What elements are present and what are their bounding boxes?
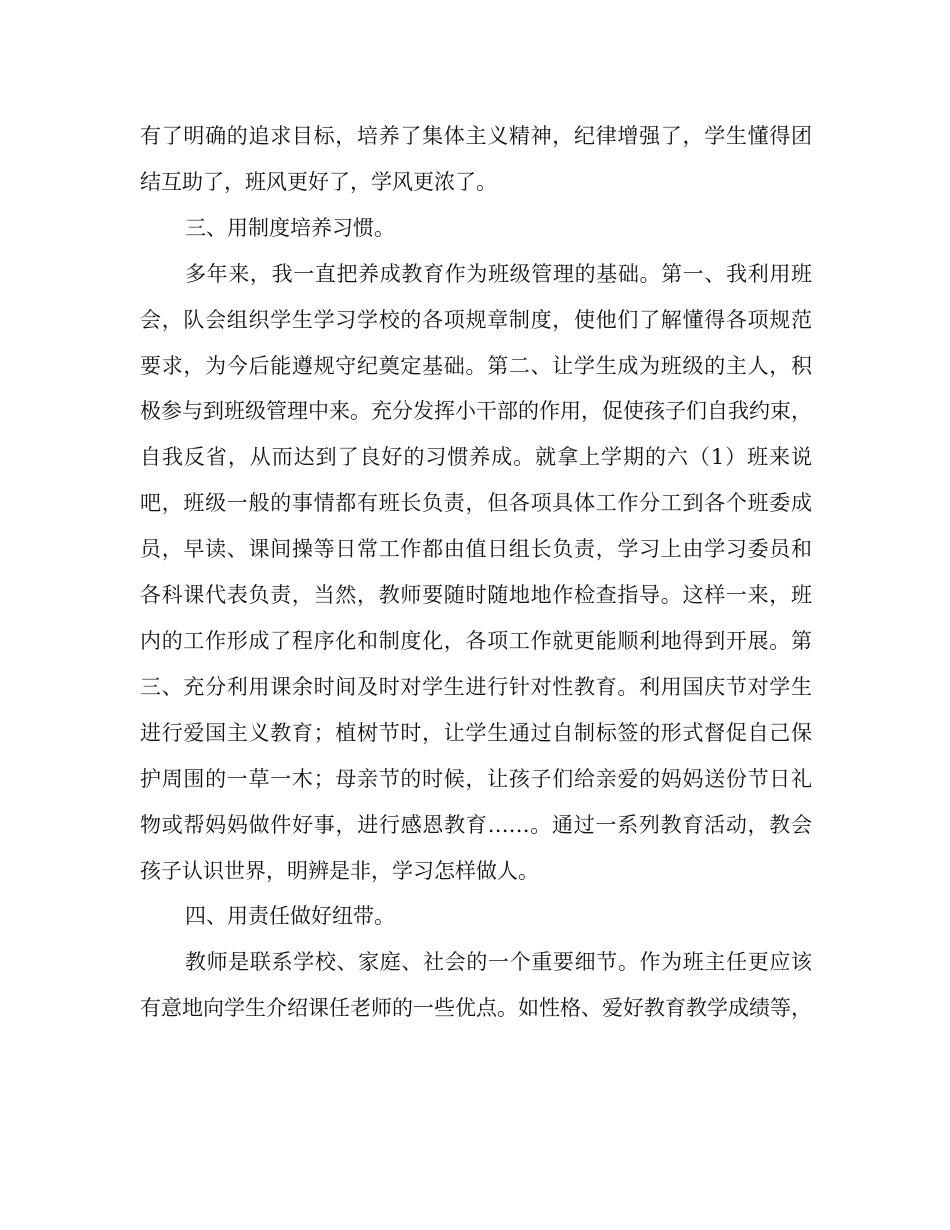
text-line: 护周围的一草一木；母亲节的时候，让孩子们给亲爱的妈妈送份节日礼	[140, 766, 812, 791]
text-line: 进行爱国主义教育；植树节时，让学生通过自制标签的形式督促自己保	[140, 720, 812, 745]
text-line: 各科课代表负责，当然，教师要随时随地地作检查指导。这样一来，班	[140, 583, 812, 608]
text-line: 吧，班级一般的事情都有班长负责，但各项具体工作分工到各个班委成	[140, 491, 812, 516]
text-line: 自我反省，从而达到了良好的习惯养成。就拿上学期的六（1）班来说	[140, 445, 812, 470]
text-line: 有意地向学生介绍课任老师的一些优点。如性格、爱好教育教学成绩等，	[140, 996, 812, 1021]
paragraph	[140, 114, 812, 206]
text-line: 要求，为今后能遵规守纪奠定基础。第二、让学生成为班级的主人，积	[140, 353, 812, 378]
section-heading-text: 四、用责任做好纽带。	[185, 904, 395, 929]
text-line: 员，早读、课间操等日常工作都由值日组长负责，学习上由学习委员和	[140, 537, 812, 562]
text-line: 多年来，我一直把养成教育作为班级管理的基础。第一、我利用班	[185, 261, 812, 286]
document-body	[140, 114, 812, 1032]
text-line: 结互助了，班风更好了，学风更浓了。	[140, 169, 497, 194]
text-line: 极参与到班级管理中来。充分发挥小干部的作用，促使孩子们自我约束，	[140, 399, 812, 424]
text-line: 物或帮妈妈做件好事，进行感恩教育……。通过一系列教育活动，教会	[140, 812, 812, 837]
paragraph	[140, 252, 812, 895]
text-line: 内的工作形成了程序化和制度化，各项工作就更能顺利地得到开展。第	[140, 628, 812, 653]
text-line: 孩子认识世界，明辨是非，学习怎样做人。	[140, 858, 539, 883]
text-line: 会，队会组织学生学习学校的各项规章制度，使他们了解懂得各项规范	[140, 307, 812, 332]
text-line: 教师是联系学校、家庭、社会的一个重要细节。作为班主任更应该	[185, 950, 812, 975]
section-heading-text: 三、用制度培养习惯。	[185, 215, 395, 240]
text-line: 三、充分利用课余时间及时对学生进行针对性教育。利用国庆节对学生	[140, 674, 812, 699]
section-heading	[140, 894, 812, 940]
text-line: 有了明确的追求目标，培养了集体主义精神，纪律增强了，学生懂得团	[140, 124, 812, 148]
paragraph	[140, 940, 812, 1032]
section-heading	[140, 206, 812, 252]
